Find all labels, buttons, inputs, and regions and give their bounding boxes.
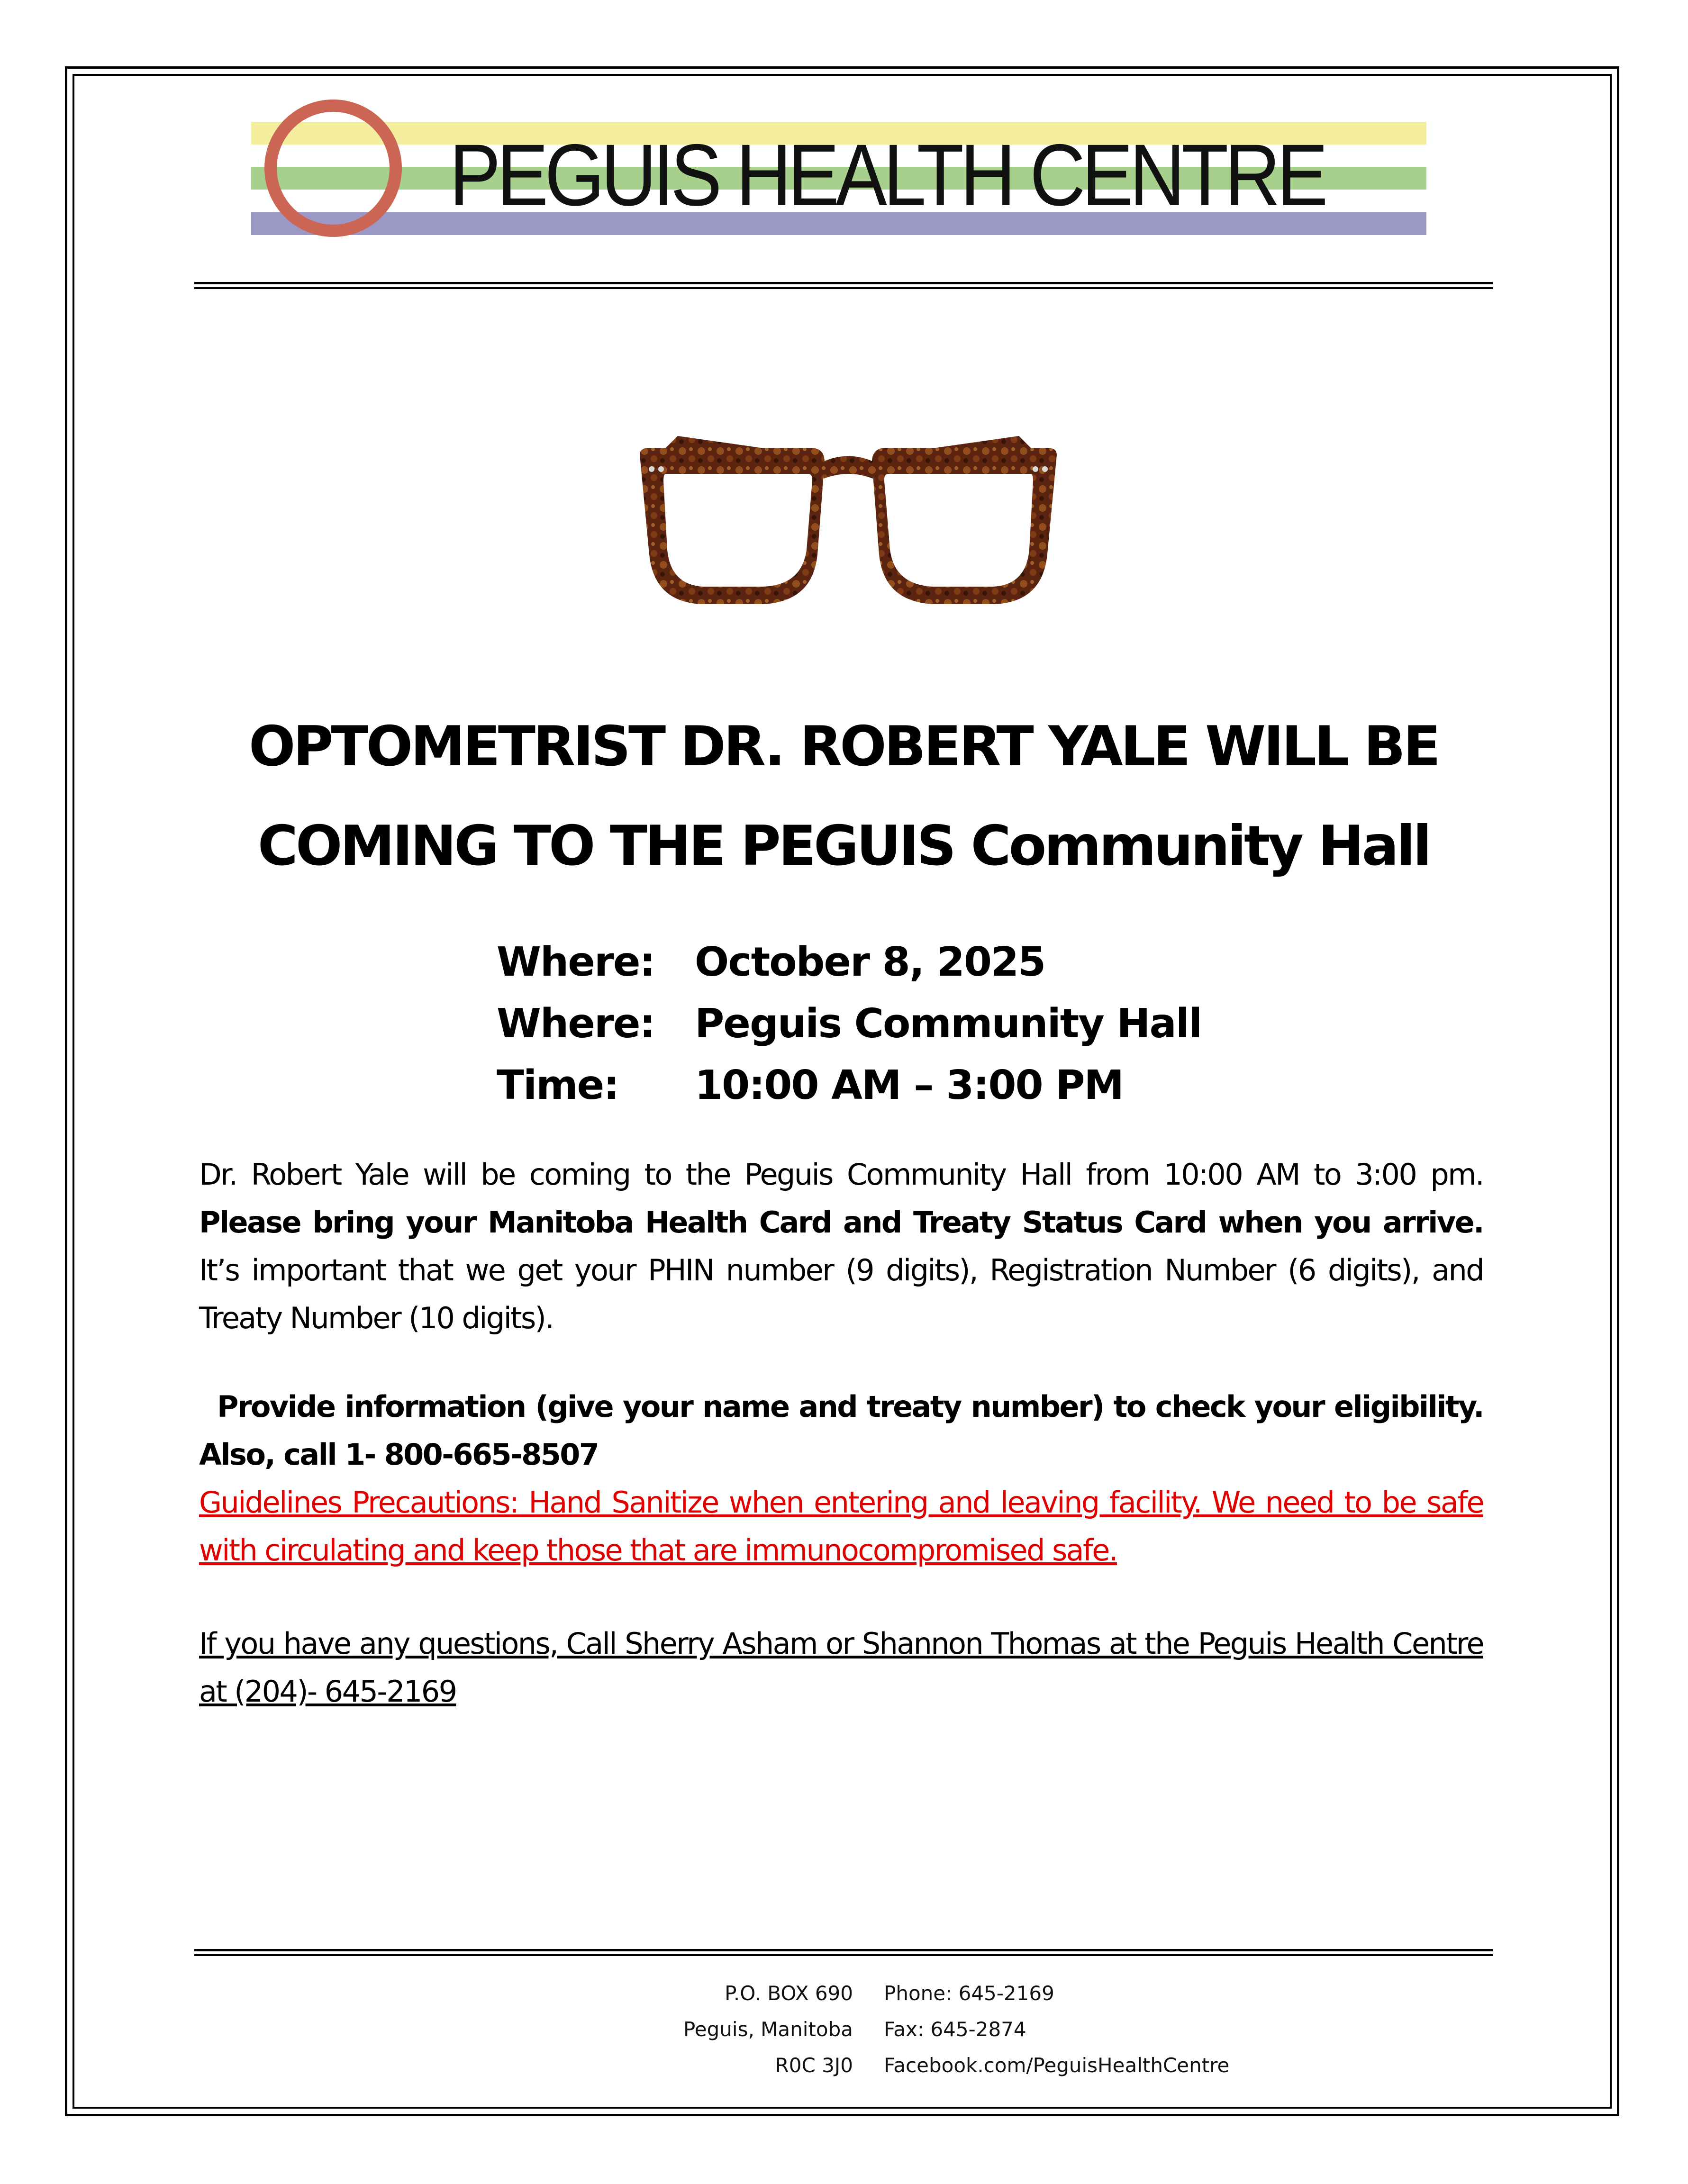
eyeglasses-image [621,426,1076,616]
questions-contact-text: If you have any questions, Call Sherry Asham or Shannon Thomas at the Peguis Health Centre at (204)- 645-2169 [199,1626,1483,1709]
footer-divider [194,1949,1493,1957]
logo-text: PEGUIS HEALTH CENTRE [449,127,1325,224]
footer-phone: Phone: 645-2169 [884,1982,1054,2005]
detail-time-row [497,1062,1124,1109]
announcement-title-line-1: OPTOMETRIST DR. ROBERT YALE WILL BE [248,715,1439,779]
bring-cards-notice: Please bring your Manitoba Health Card and Treaty Status Card when you arrive. [199,1205,1483,1240]
footer-fax: Fax: 645-2874 [884,2018,1026,2041]
detail-location-value: Peguis Community Hall [695,1000,1202,1047]
detail-date-row [497,939,1045,986]
id-numbers-text: It’s important that we get your PHIN number (9 digits), Registration Number (6 digits), and Treaty Number (10 digits). [199,1253,1483,1335]
visit-intro-text: Dr. Robert Yale will be coming to the Peguis Community Hall from 10:00 AM to 3:00 pm. [199,1157,1483,1192]
body-paragraph-questions [199,1620,1483,1715]
footer-facebook-link[interactable]: Facebook.com/PeguisHealthCentre [884,2054,1230,2077]
guidelines-precautions: Guidelines Precautions: Hand Sanitize when entering and leaving facility. We need to be safe with circulating and keep those that are immunocompromised safe. [199,1485,1483,1568]
announcement-title-line-2: COMING TO THE PEGUIS Community Hall [257,814,1430,878]
footer-address-line-3: R0C 3J0 [775,2054,853,2077]
detail-location-label: Where: [497,1000,655,1047]
eligibility-text: Provide information (give your name and treaty number) to check your eligibility. Also, call 1- 800-665-8507 [199,1389,1483,1472]
body-paragraph-eligibility [199,1383,1483,1574]
footer-address-line-2: Peguis, Manitoba [683,2018,853,2041]
body-paragraph-visit [199,1151,1483,1342]
peguis-health-centre-logo [251,95,1426,265]
logo-ring [264,100,402,237]
detail-time-value: 10:00 AM – 3:00 PM [695,1062,1124,1109]
detail-time-label: Time: [497,1062,619,1109]
footer-address-line-1: P.O. BOX 690 [725,1982,853,2005]
detail-location-row [497,1000,1202,1047]
header-divider [194,282,1493,290]
detail-date-value: October 8, 2025 [695,939,1045,986]
detail-date-label: Where: [497,939,655,986]
